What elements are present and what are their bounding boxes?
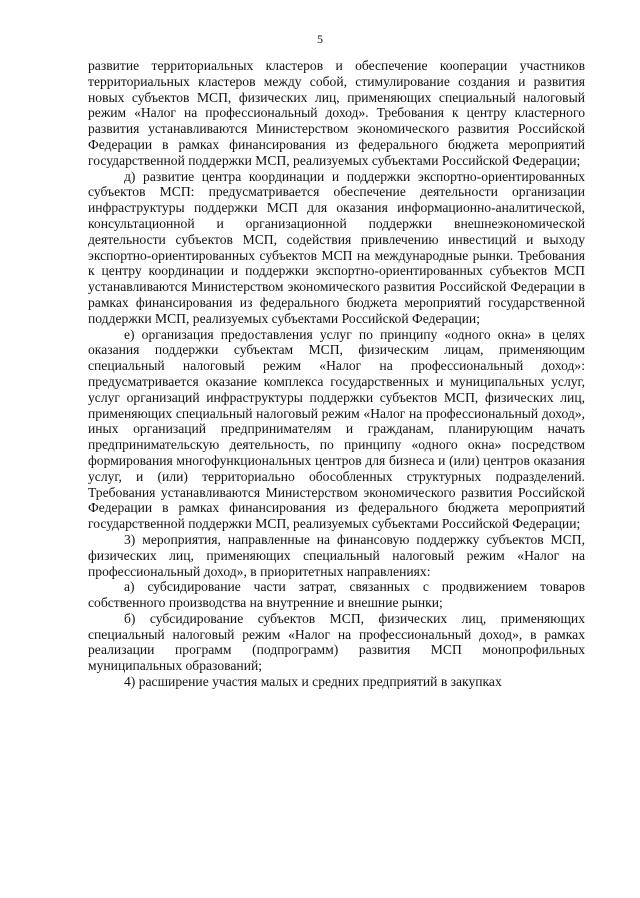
paragraph-cluster-development: развитие территориальных кластеров и обеспечение кооперации участников территориальных кластеров между собой, стимулирование создания и развития новых субъектов МСП, физических лиц, применяющих специальный налоговый режим «Налог на профессиональный доход». Требования к центру кластерного развития устанавливаются Министерством экономического развития Российской Федерации в рамках финансирования из федерального бюджета мероприятий государственной поддержки МСП, реализуемых субъектами Российской Федерации; — [88, 58, 585, 168]
paragraph-one-window: е) организация предоставления услуг по принципу «одного окна» в целях оказания поддержки субъектам МСП, физическим лицам, применяющим специальный налоговый режим «Налог на профессиональный доход»: предусматривается оказание комплекса государственных и муниципальных услуг, услуг организаций инфраструктуры поддержки субъектов МСП, физических лиц, применяющих специальный налоговый режим «Налог на профессиональный доход», иных организаций предпринимателям и гражданам, планирующим начать предпринимательскую деятельность, по принципу «одного окна» посредством формирования многофункциональных центров для бизнеса и (или) центров оказания услуг, и (или) территориально обособленных структурных подразделений. Требования устанавливаются Министерством экономического развития Российской Федерации в рамках финансирования из федерального бюджета мероприятий государственной поддержки МСП, реализуемых субъектами Российской Федерации; — [88, 326, 585, 532]
paragraph-subsidy-monotowns: б) субсидирование субъектов МСП, физических лиц, применяющих специальный налоговый режим «Налог на профессиональный доход», в рамках реализации программ (подпрограмм) развития МСП монопрофильных муниципальных образований; — [88, 610, 585, 674]
paragraph-export-center: д) развитие центра координации и поддержки экспортно-ориентированных субъектов МСП: предусматривается обеспечение деятельности организации инфраструктуры поддержки МСП для оказания информационно-аналитической, консультационной и организационной поддержки внешнеэкономической деятельности субъектов МСП, содействия привлечению инвестиций и выходу экспортно-ориентированных субъектов МСП на международные рынки. Требования к центру координации и поддержки экспортно-ориентированных субъектов МСП устанавливаются Министерством экономического развития Российской Федерации в рамках финансирования из федерального бюджета мероприятий государственной поддержки МСП, реализуемых субъектами Российской Федерации; — [88, 168, 585, 326]
document-body — [88, 58, 585, 690]
page-number: 5 — [317, 32, 323, 46]
paragraph-subsidy-promotion: а) субсидирование части затрат, связанных с продвижением товаров собственного производства на внутренние и внешние рынки; — [88, 579, 585, 611]
paragraph-procurement: 4) расширение участия малых и средних предприятий в закупках — [124, 674, 502, 690]
paragraph-financial-support: 3) мероприятия, направленные на финансовую поддержку субъектов МСП, физических лиц, применяющих специальный налоговый режим «Налог на профессиональный доход», в приоритетных направлениях: — [88, 531, 585, 579]
